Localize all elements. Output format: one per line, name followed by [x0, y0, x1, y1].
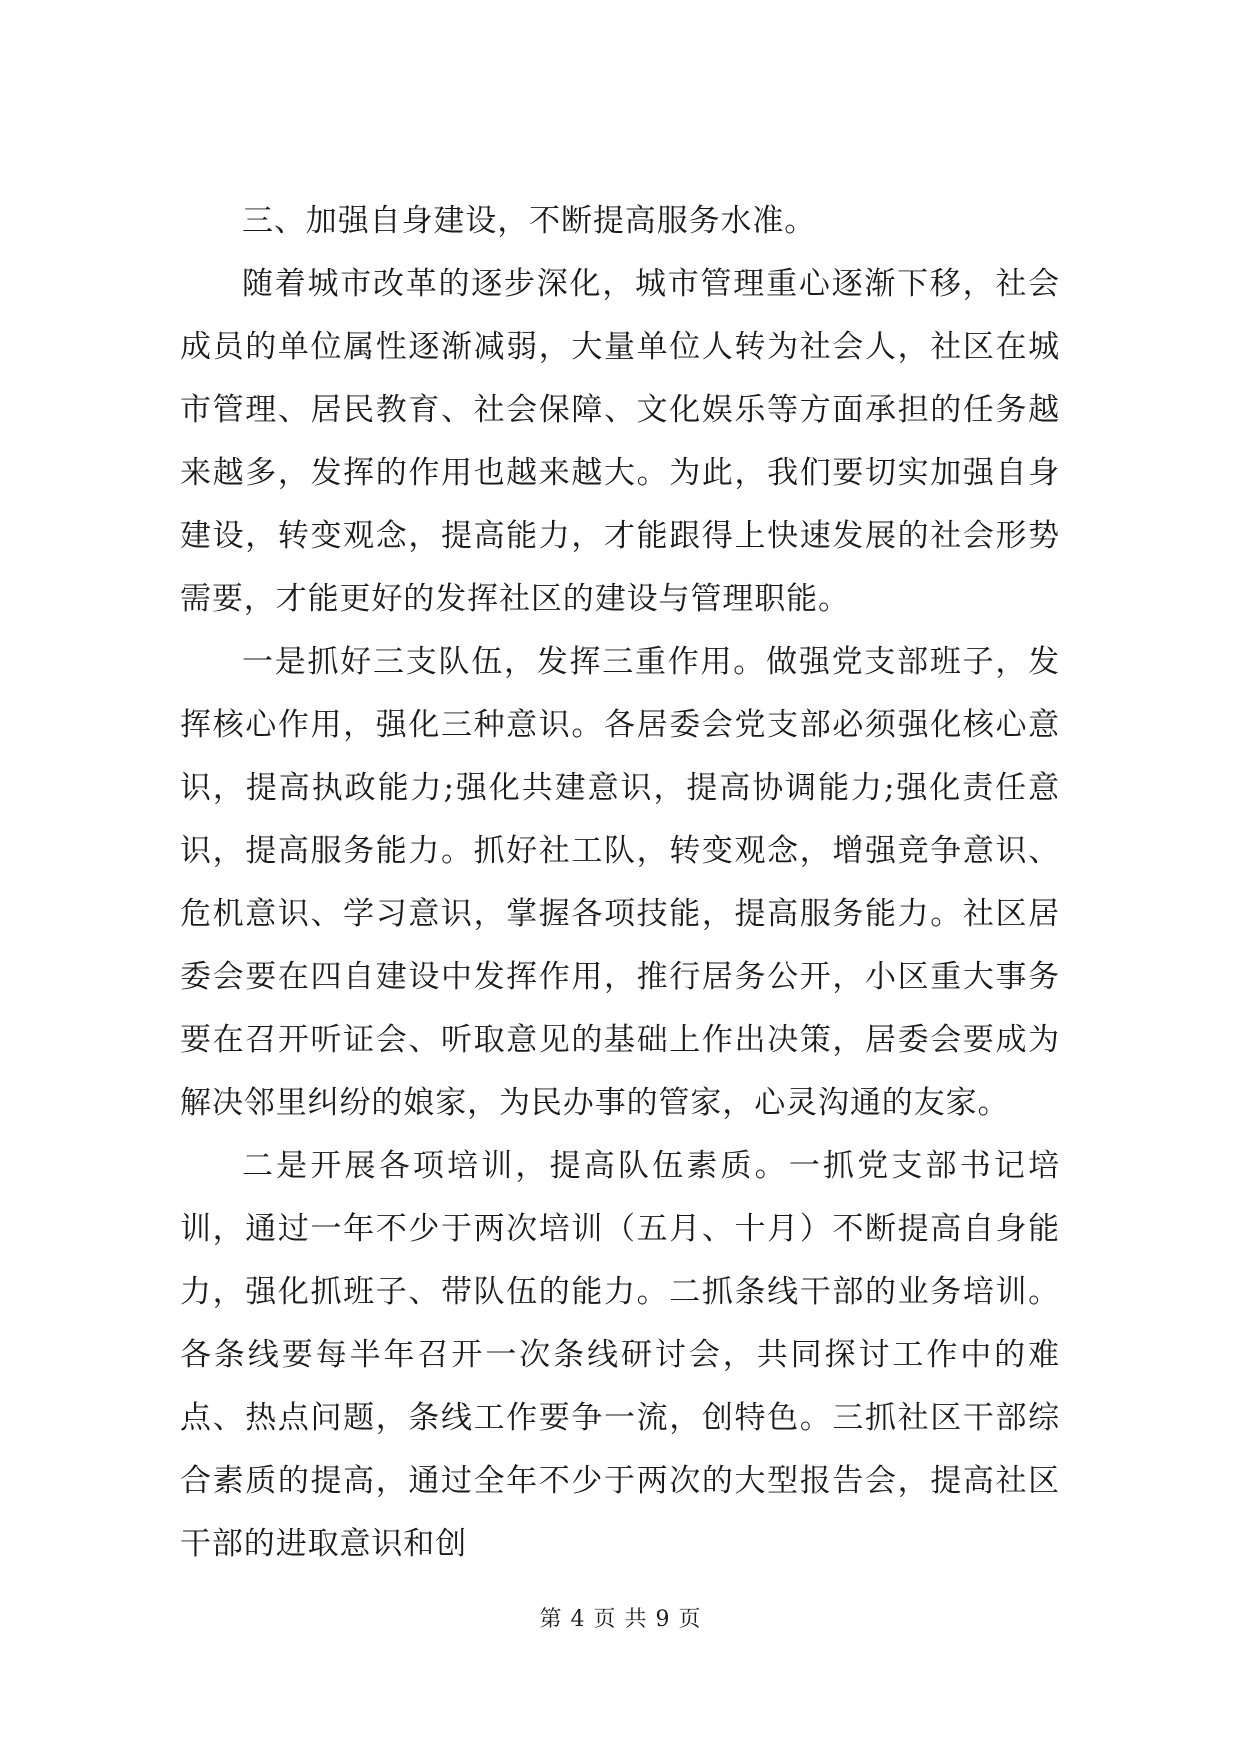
page-number-footer: 第 4 页 共 9 页: [539, 1607, 702, 1632]
section-heading: 三、加强自身建设，不断提高服务水准。: [242, 203, 817, 239]
body-paragraph: 随着城市改革的逐步深化，城市管理重心逐渐下移，社会成员的单位属性逐渐减弱，大量单位人转为社会人，社区在城市管理、居民教育、社会保障、文化娱乐等方面承担的任务越来越多，发挥的作用也越来越大。为此，我们要切实加强自身建设，转变观念，提高能力，才能跟得上快速发展的社会形势需要，才能更好的发挥社区的建设与管理职能。: [180, 266, 1060, 617]
document-body: [180, 190, 1060, 1576]
body-paragraph: 一是抓好三支队伍，发挥三重作用。做强党支部班子，发挥核心作用，强化三种意识。各居委会党支部必须强化核心意识，提高执政能力;强化共建意识，提高协调能力;强化责任意识，提高服务能力。抓好社工队，转变观念，增强竞争意识、危机意识、学习意识，掌握各项技能，提高服务能力。社区居委会要在四自建设中发挥作用，推行居务公开，小区重大事务要在召开听证会、听取意见的基础上作出决策，居委会要成为解决邻里纠纷的娘家，为民办事的管家，心灵沟通的友家。: [180, 644, 1060, 1121]
body-paragraph: 二是开展各项培训，提高队伍素质。一抓党支部书记培训，通过一年不少于两次培训（五月、十月）不断提高自身能力，强化抓班子、带队伍的能力。二抓条线干部的业务培训。各条线要每半年召开一次条线研讨会，共同探讨工作中的难点、热点问题，条线工作要争一流，创特色。三抓社区干部综合素质的提高，通过全年不少于两次的大型报告会，提高社区干部的进取意识和创: [180, 1148, 1060, 1562]
